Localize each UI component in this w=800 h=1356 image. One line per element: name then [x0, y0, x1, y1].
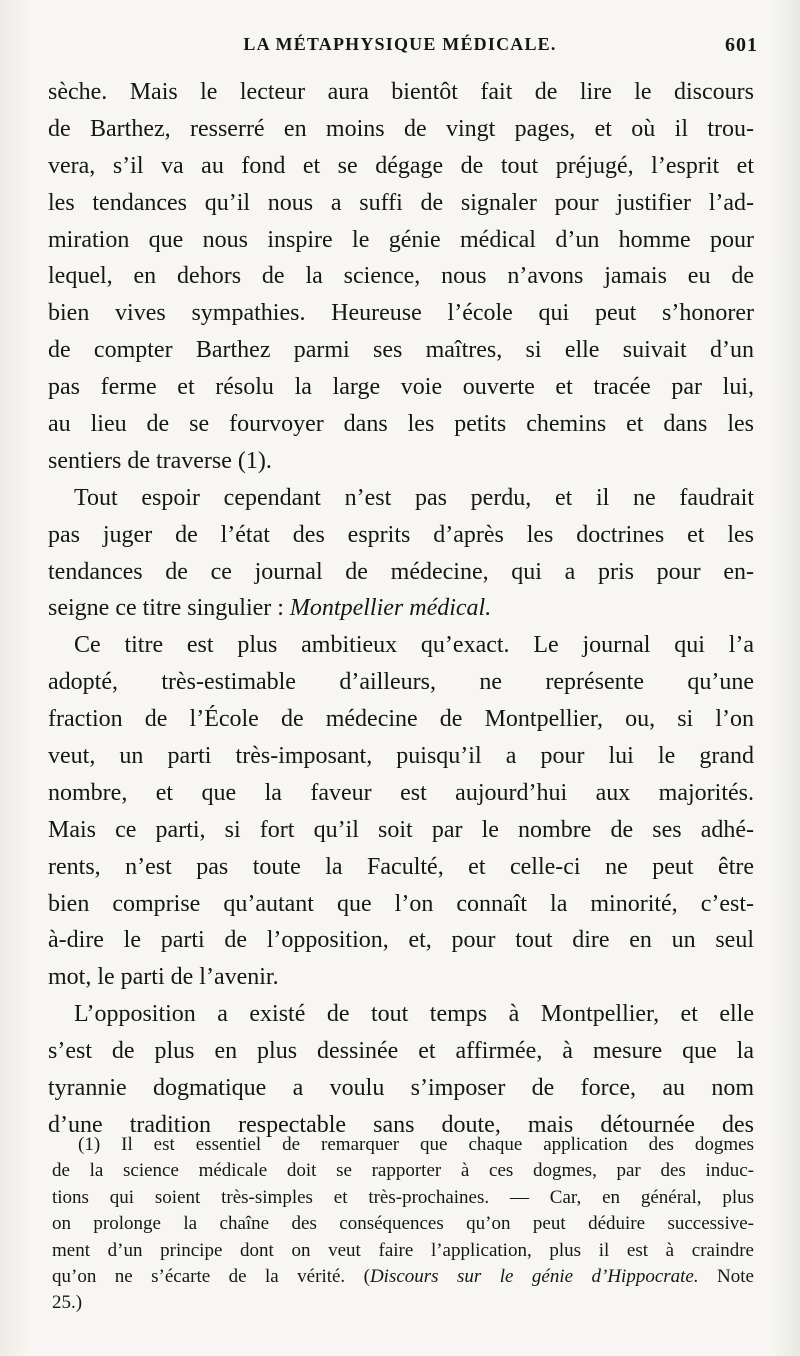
text-line: tyrannie dogmatique a voulu s’imposer de force, au nom: [48, 1075, 754, 1102]
text-line: vera, s’il va au fond et se dégage de tout préjugé, l’esprit et: [48, 152, 754, 179]
text-line: au lieu de se fourvoyer dans les petits chemins et dans les: [48, 411, 754, 438]
text-line: nombre, et que la faveur est aujourd’hui aux majorités.: [48, 779, 754, 806]
text-line: à-dire le parti de l’opposition, et, pour tout dire en un seul: [48, 927, 754, 954]
footnote-roman: qu’on ne s’écarte de la vérité. (: [52, 1265, 370, 1287]
running-head: [0, 34, 800, 64]
text-line: miration que nous inspire le génie médical d’un homme pour: [48, 226, 754, 253]
text-line: rents, n’est pas toute la Faculté, et celle-ci ne peut être: [48, 853, 754, 880]
text-line: les tendances qu’il nous a suffi de signaler pour justifier l’ad-: [48, 189, 754, 216]
text-line: fraction de l’École de médecine de Montpellier, ou, si l’on: [48, 706, 754, 733]
page-number: 601: [725, 34, 758, 56]
text-line: [48, 590, 754, 627]
text-line: Ce titre est plus ambitieux qu’exact. Le journal qui l’a: [74, 632, 754, 659]
body-text: [48, 74, 754, 1144]
footnote-line: de la science médicale doit se rapporter à ces dogmes, par des induc-: [52, 1160, 754, 1182]
text-line: d’une tradition respectable sans doute, mais détournée des: [48, 1111, 754, 1138]
text-line: Tout espoir cependant n’est pas perdu, et il ne faudrait: [74, 484, 754, 511]
footnote-line: 25.): [52, 1292, 83, 1314]
footnote-roman-after: Note: [698, 1265, 754, 1287]
text-line: s’est de plus en plus dessinée et affirmée, à mesure que la: [48, 1038, 754, 1065]
text-line: mot, le parti de l’avenir.: [48, 964, 279, 991]
text-line: de Barthez, resserré en moins de vingt pages, et où il trou-: [48, 115, 754, 142]
text-line: tendances de ce journal de médecine, qui a pris pour en-: [48, 558, 754, 585]
text-line: Mais ce parti, si fort qu’il soit par le nombre de ses adhé-: [48, 816, 754, 843]
cited-work-title: Discours sur le génie d’Hippocrate.: [369, 1265, 699, 1287]
running-title: LA MÉTAPHYSIQUE MÉDICALE.: [243, 34, 557, 54]
text-line: lequel, en dehors de la science, nous n’avons jamais eu de: [48, 263, 754, 290]
footnotes: [52, 1132, 754, 1317]
footnote-line: tions qui soient très-simples et très-prochaines. — Car, en général, plus: [52, 1186, 754, 1208]
text-line: adopté, très-estimable d’ailleurs, ne représente qu’une: [48, 669, 754, 696]
text-line: bien vives sympathies. Heureuse l’école qui peut s’honorer: [48, 300, 754, 327]
text-line: sentiers de traverse (1).: [48, 447, 272, 474]
text-line: de compter Barthez parmi ses maîtres, si elle suivait d’un: [48, 337, 754, 364]
text-line: veut, un parti très-imposant, puisqu’il a pour lui le grand: [48, 743, 754, 770]
footnote-line: on prolonge la chaîne des conséquences qu’on peut déduire successive-: [52, 1213, 754, 1235]
text-line: bien comprise qu’autant que l’on connaît la minorité, c’est-: [48, 890, 754, 917]
footnote-line: (1) Il est essentiel de remarquer que chaque application des dogmes: [78, 1134, 754, 1155]
footnote-line: ment d’un principe dont on veut faire l’application, plus il est à craindre: [52, 1239, 754, 1261]
journal-title: Montpellier médical.: [289, 595, 492, 622]
text-line: sèche. Mais le lecteur aura bientôt fait de lire le discours: [48, 79, 754, 105]
text-line: L’opposition a existé de tout temps à Montpellier, et elle: [74, 1001, 754, 1028]
text-line: pas juger de l’état des esprits d’après les doctrines et les: [48, 521, 754, 548]
text-line: pas ferme et résolu la large voie ouverte et tracée par lui,: [48, 374, 754, 401]
footnote-line: [52, 1264, 754, 1290]
text-line-roman: seigne ce titre singulier :: [48, 595, 290, 622]
